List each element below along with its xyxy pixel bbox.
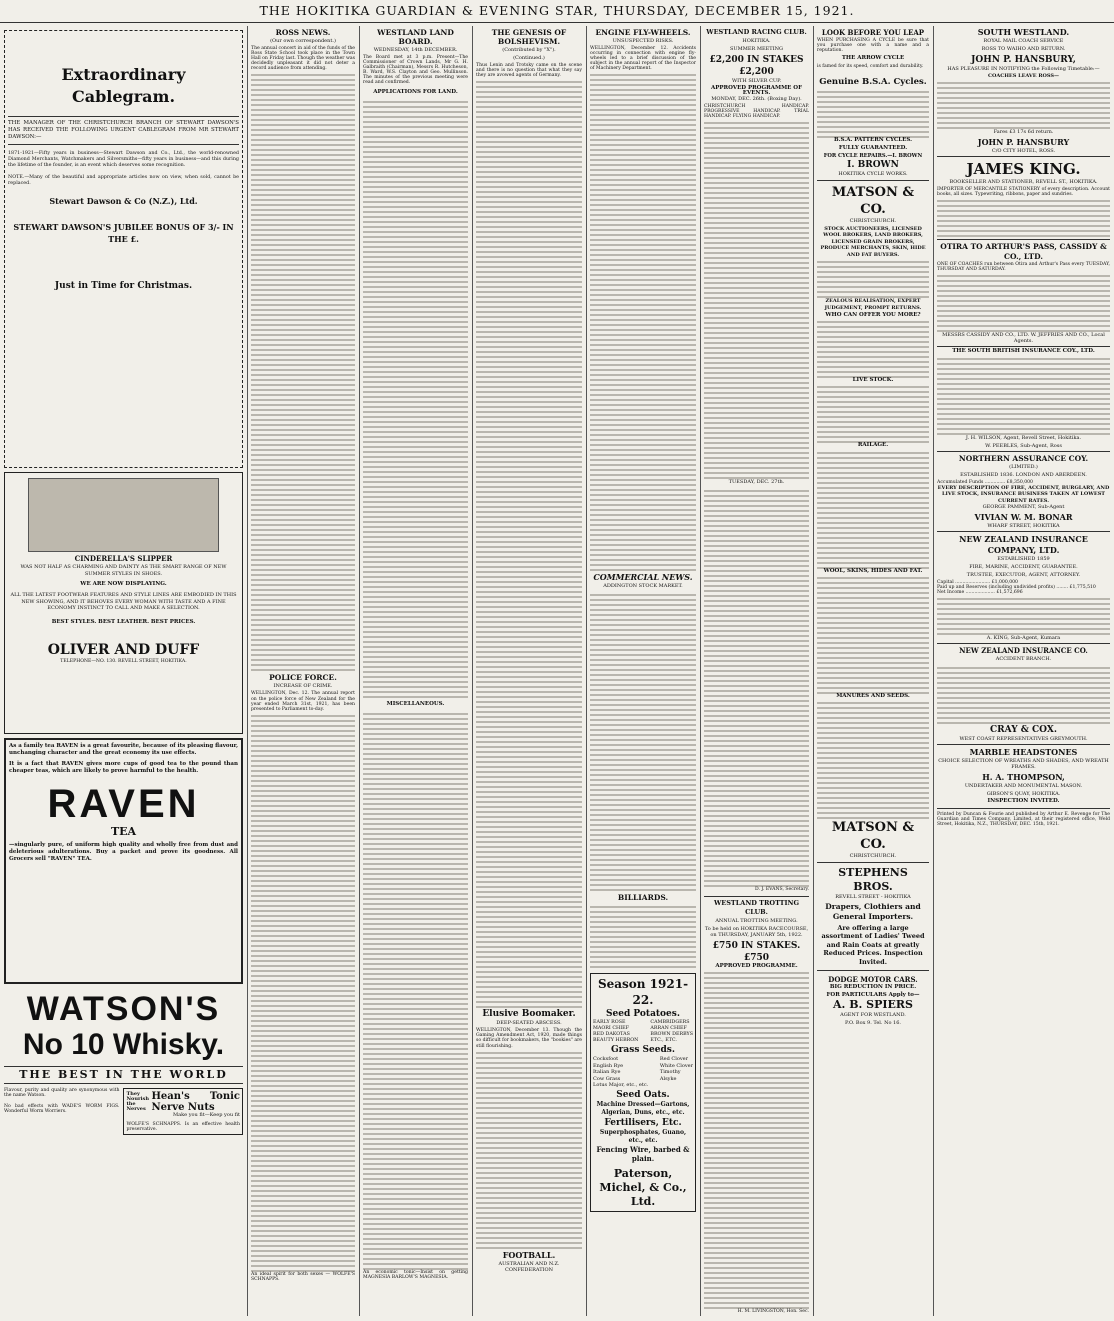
watson-best: THE BEST IN THE WORLD: [4, 1066, 243, 1084]
look-text: WHEN PURCHASING A CYCLE be sure that you purchase one with a name and a reputation.: [817, 38, 929, 54]
city-hotel: C/O CITY HOTEL, ROSS.: [991, 148, 1056, 155]
nz-insurance-agent: A. KING, Sub-Agent, Kumara: [986, 635, 1061, 642]
matson-city: CHRISTCHURCH.: [849, 217, 897, 224]
cablegram-title: Extraordinary Cablegram.: [61, 65, 186, 106]
seed-advert: [590, 973, 696, 1212]
ross-news-body: The annual concert in aid of the funds of the Ross State School took place in the Town Hall on Friday last. Though the weather was decidedly unpleasant it did not deter a record audience from attending.: [251, 46, 355, 72]
accident-text: [937, 664, 1110, 724]
vivian-address: WHARF STREET, HOKITIKA: [987, 523, 1060, 530]
sw-title: SOUTH WESTLAND.: [977, 27, 1070, 37]
matson-zeal: ZEALOUS REALISATION, EXPERT JUDGEMENT, PROMPT RETURNS.: [824, 298, 922, 311]
genesis-continued: (Continued.): [513, 55, 545, 61]
slipper-text: ALL THE LATEST FOOTWEAR FEATURES AND STYLE LINES ARE EMBODIED IN THIS NEW SHOWING, AND IT BEHOVES EVERY WOMAN WITH TASTE AND A FINE ECONOMY INSTINCT TO CALL AND MAKE A SELECTION.: [10, 592, 237, 612]
cycle-repairs: FOR CYCLE REPAIRS.—I. BROWN: [823, 152, 923, 159]
watson-text: Flavour, purity and quality are synonymous with the name Watson.: [4, 1088, 120, 1099]
nz-insurance: NEW ZEALAND INSURANCE COMPANY, LTD.: [959, 534, 1088, 556]
matson-para: [817, 258, 929, 298]
northern-funds: Accumulated Funds .............. £8,350,000: [937, 479, 1033, 485]
ross-news-sub: (Our own correspondent.): [270, 38, 336, 44]
land-board-text: [363, 98, 468, 698]
drapers-text: Are offering a large assortment of Ladies' Tweed and Rain Coats at greatly Reduced Prices. Inspection Invited.: [821, 923, 925, 966]
racing-cup: WITH SILVER CUP.: [731, 78, 782, 84]
nerve-sub: Make you fit—Keep you fit: [173, 1112, 240, 1118]
marble-text: CHOICE SELECTION OF WREATHS AND SHADES, AND WREATH FRAMES.: [938, 758, 1109, 771]
nz-insurance-2-sub: ACCIDENT BRANCH.: [995, 656, 1052, 663]
trotting-meeting: ANNUAL TROTTING MEETING.: [715, 917, 798, 924]
column-2-tail: An ideal spirit for both sexes — WOLFE'S SCHNAPPS.: [251, 1271, 355, 1282]
trotting-title: WESTLAND TROTTING CLUB.: [713, 898, 800, 916]
commercial-title: COMMERCIAL NEWS.: [593, 572, 693, 583]
south-british-agent: J. H. WILSON, Agent, Revell Street, Hokitika.: [965, 434, 1082, 441]
genesis-title: THE GENESIS OF BOLSHEVISM.: [491, 28, 567, 46]
matson-city-2: CHRISTCHURCH.: [849, 852, 897, 859]
slipper-illustration: [28, 478, 219, 552]
racing-text: [704, 119, 809, 479]
sw-sub: ROYAL MAIL COACH SERVICE: [983, 38, 1064, 44]
spiers-tel: P.O. Box 9. Tel. No 16.: [845, 1020, 901, 1027]
thompson-address: GIBSON'S QUAY, HOKITIKA.: [986, 791, 1061, 798]
matson-text: STOCK AUCTIONEERS, LICENSED WOOL BROKERS, LAND BROKERS, LICENSED GRAIN BROKERS, PRODUCE MERCHANTS, SKIN, HIDE AND FAT BUYERS.: [820, 225, 926, 258]
cray-cox: CRAY & COX.: [990, 725, 1057, 736]
racing-meeting: SUMMER MEETING: [730, 46, 783, 52]
nerve-side: They Nourish the Nerves: [126, 1090, 150, 1113]
cray-cox-sub: WEST COAST REPRESENTATIVES GREYMOUTH.: [959, 736, 1088, 743]
james-king-para: [937, 197, 1110, 237]
paterson-michel: Paterson, Michel, & Co., Ltd.: [599, 1166, 687, 1208]
police-force-sub: INCREASE OF CRIME.: [273, 683, 333, 690]
column-rule: [359, 26, 360, 1316]
marble-headstones: MARBLE HEADSTONES: [969, 747, 1078, 758]
bsa-cycles: Genuine B.S.A. Cycles.: [819, 77, 927, 88]
northern-risks: EVERY DESCRIPTION OF FIRE, ACCIDENT, BURGLARY, AND LIVE STOCK, INSURANCE BUSINESS TAKEN AT LOWEST CURRENT RATES.: [937, 484, 1110, 504]
engine-body: WELLINGTON, December 12. Accidents occurring in connection with engine fly-wheels led to a brief discussion of the subject in the annual report of the Inspector of Machinery Department.: [590, 46, 696, 72]
seed-potatoes: Seed Potatoes.: [606, 1009, 680, 1020]
fencing-wire: Fencing Wire, barbed & plain.: [596, 1144, 690, 1163]
column-rule: [472, 26, 473, 1316]
printer-imprint: Printed by Duncan & Fourie and published by Arthur E. Revenge for The Guardian and Times Company, Limited, at their registered office, Weld Street, Hokitika, N.Z., THURSDAY, DEC. 15th, 1921.: [937, 811, 1110, 827]
railage: RAILAGE.: [857, 442, 889, 449]
ross-news-title: ROSS NEWS.: [275, 28, 331, 37]
boomaker-text: [476, 1049, 582, 1249]
grass-right: Red Clover White Clover Timothy Alsyke: [659, 1056, 693, 1082]
trotting-text: [704, 969, 809, 1309]
matson-who: WHO CAN OFFER YOU MORE?: [825, 312, 921, 319]
oliver-duff-advert: [4, 472, 243, 734]
nz-insurance-capital: Capital ........................ £1,000,000: [937, 580, 1018, 586]
police-force-title: POLICE FORCE.: [269, 673, 337, 683]
spiers-agent: AGENT FOR WESTLAND.: [840, 1012, 906, 1019]
drapers: Drapers, Clothiers and General Importers.: [825, 901, 921, 921]
northern-sub: (LIMITED.): [1009, 463, 1038, 470]
dodge-apply: FOR PARTICULARS Apply to—: [826, 992, 920, 999]
nerve-title: Hean's Tonic Nerve Nuts: [151, 1091, 240, 1113]
billiards-title: BILLIARDS.: [617, 893, 669, 903]
trotting-signature: H. M. LIVINGSTON, Hon. Sec.: [737, 1308, 809, 1314]
bsa-pattern: B.S.A. PATTERN CYCLES.: [833, 137, 913, 144]
wool-text: [817, 574, 929, 694]
slipper-tags: BEST STYLES. BEST LEATHER. BEST PRICES.: [51, 618, 196, 625]
hansbury-title: JOHN P. HANSBURY,: [971, 55, 1076, 65]
genesis-body: Thus Lenin and Trotsky came on the scene and there is no question that what they say they are avowed agents of Germany.: [476, 63, 582, 79]
watson-whisky: No 10 Whisky.: [22, 1028, 225, 1061]
thompson-sub: UNDERTAKER AND MONUMENTAL MASON.: [964, 783, 1083, 790]
northern-established: ESTABLISHED 1836. LONDON AND ABERDEEN.: [960, 471, 1087, 478]
raven-tea: TEA: [110, 825, 137, 838]
raven-text: As a family tea RAVEN is a great favourite, because of its pleasing flavour, unchanging character and the great economy its use effects.: [9, 743, 238, 756]
racing-tuesday: TUESDAY, DEC. 27th.: [728, 479, 785, 486]
ross-news-text: [251, 71, 355, 671]
nz-insurance-est: ESTABLISHED 1859: [997, 556, 1050, 563]
fully-guaranteed: FULLY GUARANTEED.: [838, 144, 908, 151]
live-stock-text: [817, 383, 929, 443]
otira-sign: MESSRS CASSIDY AND CO., LTD. W. JEFFRIES AND CO., Local Agents.: [942, 332, 1105, 345]
land-board-date: WEDNESDAY, 14th DECEMBER.: [373, 47, 458, 53]
james-king-sub: BOOKSELLER AND STATIONER, REVELL ST., HOKITIKA.: [949, 179, 1098, 186]
nz-insurance-text: [937, 595, 1110, 635]
column-rule: [586, 26, 587, 1316]
dodge-price: BIG REDUCTION IN PRICE.: [829, 984, 917, 991]
matson-title-2: MATSON & CO.: [831, 819, 915, 852]
police-force-text: [251, 712, 355, 1272]
cablegram-body: 1871-1921—Fifty years in business—Stewart Dawson and Co., Ltd., the world-renowned Diamond Merchants, Watchmakers and Silversmiths—fifty years in business—and this during the lifetime of the founder, is an event which deserves some recognition.: [8, 151, 239, 168]
james-king: JAMES KING.: [966, 160, 1081, 179]
south-british-subagent: W. PEEBLES, Sub-Agent, Ross: [985, 442, 1062, 449]
cablegram-note: NOTE.—Many of the beautiful and appropriate articles now on view, when sold, cannot be replaced.: [8, 175, 239, 186]
nz-insurance-risks: FIRE, MARINE, ACCIDENT, GUARANTEE.: [969, 564, 1078, 571]
masthead: THE HOKITIKA GUARDIAN & EVENING STAR, THURSDAY, DECEMBER 15, 1921.: [0, 0, 1114, 23]
fertilisers-line: Superphosphates, Guano, etc., etc.: [599, 1128, 687, 1144]
cablegram-intro: THE MANAGER OF THE CHRISTCHURCH BRANCH OF STEWART DAWSON'S HAS RECEIVED THE FOLLOWING URGENT CABLEGRAM FROM MR STEWART DAWSON:—: [8, 120, 239, 140]
brown-works: HOKITIKA CYCLE WORKS.: [838, 170, 908, 177]
football-title: FOOTBALL.: [502, 1249, 556, 1260]
police-force-body: WELLINGTON, Dec. 12. The annual report on the police force of New Zealand for the year ended March 31st, 1921, has been presented to Parliament to-day.: [251, 691, 355, 712]
wool-skins: WOOL, SKINS, HIDES AND FAT.: [823, 567, 923, 574]
genesis-sub: (Contributed by "X").: [502, 47, 556, 53]
dodge-cars: DODGE MOTOR CARS.: [828, 975, 918, 985]
racing-stakes: £2,200 IN STAKES £2,200: [709, 55, 804, 77]
otira-para: [937, 272, 1110, 332]
engine-title: ENGINE FLY-WHEELS.: [595, 28, 691, 37]
sw-route: ROSS TO WAIHO AND RETURN.: [981, 46, 1066, 52]
otira-title: OTIRA TO ARTHUR'S PASS, CASSIDY & CO., LTD.: [940, 242, 1107, 262]
south-british: THE SOUTH BRITISH INSURANCE COY., LTD.: [952, 348, 1095, 355]
railage-text: [817, 449, 929, 569]
inspection-invited: INSPECTION INVITED.: [987, 798, 1060, 805]
grass-seeds: Grass Seeds.: [611, 1045, 675, 1056]
trotting-programme: APPROVED PROGRAMME.: [715, 962, 798, 969]
land-board-title: WESTLAND LAND BOARD.: [377, 28, 454, 46]
miscellaneous-heading: MISCELLANEOUS.: [386, 700, 445, 707]
live-stock: LIVE STOCK.: [852, 377, 894, 384]
slipper-title: CINDERELLA'S SLIPPER: [74, 554, 173, 563]
spiers-name: A. B. SPIERS: [833, 998, 913, 1012]
raven-tea-advert: [4, 738, 243, 984]
column-rule: [813, 26, 814, 1316]
stewart-dawson-advert: [4, 30, 243, 468]
grass-left: Cocksfoot English Rye Italian Rye Cow Grass Lotus Major, etc., etc.: [593, 1056, 649, 1089]
billiards-text: [590, 903, 696, 969]
commercial-text: [590, 591, 696, 891]
racing-programme: APPROVED PROGRAMME OF EVENTS.: [711, 85, 802, 97]
matson-para-2: [817, 318, 929, 378]
watson-title: WATSON'S: [26, 990, 221, 1028]
worm-figs: No bad effects with WADE'S WORM FIGS. Wonderful Worm Worriers.: [4, 1104, 120, 1115]
column-2: [251, 26, 355, 1316]
nz-insurance-2: NEW ZEALAND INSURANCE CO.: [959, 646, 1088, 656]
thompson-name: H. A. THOMPSON,: [982, 772, 1065, 783]
coach-times: [937, 79, 1110, 129]
jubilee-bonus: STEWART DAWSON'S JUBILEE BONUS OF 3/- IN THE £.: [13, 222, 234, 244]
northern-title: NORTHERN ASSURANCE COY.: [958, 453, 1089, 463]
fares: Fares £3 17s 6d return.: [993, 129, 1054, 136]
vivian-bonar: VIVIAN W. M. BONAR: [974, 512, 1073, 523]
wolfe-schnapps: WOLFE'S SCHNAPPS. Is an effective health preservative.: [126, 1122, 240, 1133]
seeds-left: EARLY ROSE MAORI CHIEF RED DAKOTAS BEAUTY HEBRON: [593, 1020, 639, 1044]
arrow-cycle: THE ARROW CYCLE: [841, 55, 905, 62]
slipper-line: WAS NOT HALF AS CHARMING AND DAINTY AS THE SMART RANGE OF NEW SUMMER STYLES IN SHOES.: [20, 564, 227, 577]
manures-seeds: MANURES AND SEEDS.: [836, 692, 910, 699]
otira-text: ONE OF COACHES run between Otira and Arthur's Pass every TUESDAY, THURSDAY AND SATURDAY.: [937, 262, 1110, 273]
fertilisers: Fertilisers, Etc.: [604, 1117, 682, 1128]
seeds-right: CAMBRIDGERS ARRAN CHIEF BROWN DERBYS ETC., ETC.: [650, 1020, 693, 1044]
arrow-text: is famed for its speed, comfort and durability.: [817, 64, 924, 70]
trotting-date: To be held on HOKITIKA RACECOURSE, on THURSDAY, JANUARY 5th, 1922.: [704, 925, 809, 938]
racing-days: MONDAY, DEC. 26th. (Boxing Day).: [711, 96, 802, 103]
trotting-stakes: £750 IN STAKES. £750: [712, 940, 801, 963]
racing-signature: D. J. EVANS, Secretary.: [754, 887, 809, 893]
hansbury-sign: JOHN P. HANSBURY: [977, 137, 1070, 148]
commercial-sub: ADDINGTON STOCK MARKET.: [603, 583, 683, 590]
coaches-leave: COACHES LEAVE ROSS—: [988, 73, 1059, 79]
stephens-address: REVELL STREET - HOKITIKA: [835, 893, 911, 900]
manures-text: [817, 699, 929, 819]
nz-insurance-trustee: TRUSTEE, EXECUTOR, AGENT, ATTORNEY.: [966, 572, 1081, 579]
racing-events: CHRISTCHURCH HANDICAP. PROGRESSIVE HANDICAP. TRIAL HANDICAP. FLYING HANDICAP.: [704, 104, 809, 120]
seed-oats: Seed Oats.: [616, 1089, 670, 1100]
raven-brand: RAVEN: [47, 782, 200, 826]
raven-tail: —singularly pure, of uniform high quality and wholly free from dust and deleterious adulterations. Buy a packet and prove its goodness. All Grocers sell "RAVEN" TEA.: [9, 842, 238, 862]
column-8: [937, 26, 1110, 1316]
engine-text: [590, 71, 696, 571]
nz-insurance-reserves: Paid up and Reserves (including undivided profits) ........ £1,775,510: [937, 585, 1096, 591]
land-board-body: The Board met at 3 p.m. Present—The Commissioner of Crown Lands, Mr G. H. Galbraith (Chairman), Messrs R. Hutcheson, B. Ward, W.S. Clayton and Geo. Mullinson. The minutes of the previous meeting were read and confirmed.: [363, 55, 468, 86]
brown-name: I. BROWN: [847, 159, 899, 170]
column-rule: [700, 26, 701, 1316]
raven-text-2: It is a fact that RAVEN gives more cups of good tea to the pound than cheaper teas, which are likely to prove harmful to the health.: [9, 761, 238, 774]
bsa-text: [817, 88, 929, 138]
oliver-duff: OLIVER AND DUFF: [47, 641, 200, 658]
column-4: [476, 26, 582, 1316]
column-5: [590, 26, 696, 1316]
column-rule: [247, 26, 248, 1316]
genesis-text: [476, 78, 582, 1008]
column-3: [363, 26, 468, 1316]
boomaker-body: WELLINGTON, December 13. Though the Gaming Amendment Act, 1920, made things so difficult for bookmakers, the "bookies" are still flourishing.: [476, 1028, 582, 1049]
matson-title: MATSON & CO.: [831, 184, 915, 217]
season-title: Season 1921-22.: [597, 977, 689, 1008]
christmas-line: Just in Time for Christmas.: [54, 281, 193, 291]
racing-place: HOKITIKA.: [742, 38, 771, 44]
south-british-text: [937, 355, 1110, 435]
oliver-address: TELEPHONE—NO. 130. REVELL STREET, HOKITIKA.: [60, 658, 187, 664]
column-6: [704, 26, 809, 1316]
slipper-now: WE ARE NOW DISPLAYING.: [80, 581, 167, 587]
nz-insurance-income: Net Income .................... £1,572,696: [937, 590, 1023, 596]
racing-title: WESTLAND RACING CLUB.: [706, 28, 807, 36]
stephens-bros: STEPHENS BROS.: [838, 865, 908, 893]
oats-line: Machine Dressed—Gartons, Algerian, Duns, etc., etc.: [596, 1100, 690, 1116]
column-1: [4, 26, 243, 1316]
column-7: [817, 26, 929, 1316]
boomaker-title: Elusive Boomaker.: [482, 1009, 576, 1020]
james-king-text: IMPORTER OF MERCANTILE STATIONERY of every description. Account books, all sizes. Typewriting, ribbons, paper and sundries.: [937, 187, 1110, 198]
look-title: LOOK BEFORE YOU LEAP: [821, 28, 925, 37]
miscellaneous-text: [363, 710, 468, 1270]
engine-sub: UNSUSPECTED RISKS.: [612, 38, 674, 44]
northern-agent: GEORGE PAMMENT, Sub-Agent: [982, 504, 1065, 511]
hansbury-text: HAS PLEASURE IN NOTIFYING the Following Timetable:—: [947, 66, 1100, 72]
racing-text-2: [704, 487, 809, 887]
football-sub: AUSTRALIAN AND N.Z. CONFEDERATION: [498, 1260, 560, 1273]
applications-heading: APPLICATIONS FOR LAND.: [373, 88, 458, 95]
column-3-tail: An economic tonic—Insist on getting MAGNESIA BARLOW'S MAGNESIA.: [363, 1269, 468, 1280]
column-rule: [933, 26, 934, 1316]
cablegram-signature: Stewart Dawson & Co (N.Z.), Ltd.: [49, 196, 198, 206]
boomaker-sub: DEEP-SEATED ABSCESS.: [496, 1020, 562, 1027]
